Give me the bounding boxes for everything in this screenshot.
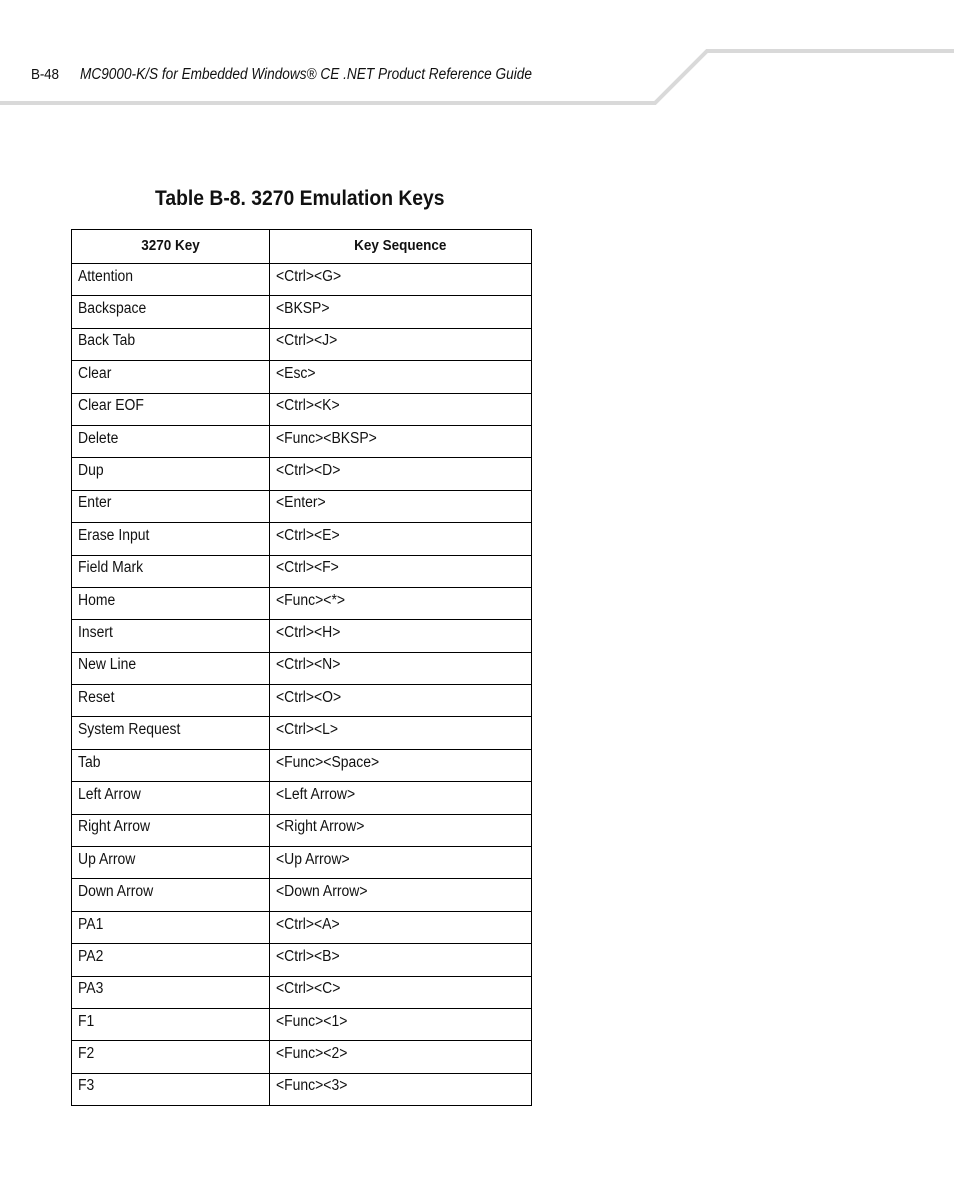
table-row bbox=[72, 587, 532, 619]
key-name-cell: Erase Input bbox=[72, 523, 270, 555]
key-sequence-cell: <Enter> bbox=[270, 490, 532, 522]
key-name-cell: Right Arrow bbox=[72, 814, 270, 846]
key-sequence-cell: <Ctrl><A> bbox=[270, 911, 532, 943]
table-row bbox=[72, 879, 532, 911]
key-name-cell: Left Arrow bbox=[72, 782, 270, 814]
table-row bbox=[72, 1041, 532, 1073]
key-name-cell: Clear bbox=[72, 361, 270, 393]
emulation-keys-table bbox=[71, 229, 532, 1106]
table-body bbox=[72, 264, 532, 1106]
running-title: MC9000-K/S for Embedded Windows® CE .NET Product Reference Guide bbox=[80, 66, 532, 83]
key-name-cell: Backspace bbox=[72, 296, 270, 328]
key-name-cell: Delete bbox=[72, 425, 270, 457]
key-name-cell: Enter bbox=[72, 490, 270, 522]
table-row bbox=[72, 652, 532, 684]
column-header-3270-key: 3270 Key bbox=[72, 230, 270, 264]
table-row bbox=[72, 911, 532, 943]
key-sequence-cell: <Down Arrow> bbox=[270, 879, 532, 911]
key-sequence-cell: <Up Arrow> bbox=[270, 847, 532, 879]
key-name-cell: New Line bbox=[72, 652, 270, 684]
key-sequence-cell: <Func><1> bbox=[270, 1008, 532, 1040]
key-sequence-cell: <Left Arrow> bbox=[270, 782, 532, 814]
table-row bbox=[72, 620, 532, 652]
page-number: B-48 bbox=[31, 66, 59, 83]
key-name-cell: PA2 bbox=[72, 944, 270, 976]
table-row bbox=[72, 328, 532, 360]
table-row bbox=[72, 944, 532, 976]
table-row bbox=[72, 685, 532, 717]
key-name-cell: F2 bbox=[72, 1041, 270, 1073]
key-sequence-cell: <Ctrl><L> bbox=[270, 717, 532, 749]
key-sequence-cell: <Func><3> bbox=[270, 1073, 532, 1105]
key-sequence-cell: <Esc> bbox=[270, 361, 532, 393]
key-name-cell: Tab bbox=[72, 749, 270, 781]
key-name-cell: Insert bbox=[72, 620, 270, 652]
key-sequence-cell: <Func><*> bbox=[270, 587, 532, 619]
key-name-cell: Field Mark bbox=[72, 555, 270, 587]
table-row bbox=[72, 847, 532, 879]
key-sequence-cell: <Func><Space> bbox=[270, 749, 532, 781]
key-sequence-cell: <Ctrl><F> bbox=[270, 555, 532, 587]
key-name-cell: System Request bbox=[72, 717, 270, 749]
key-sequence-cell: <BKSP> bbox=[270, 296, 532, 328]
key-name-cell: Down Arrow bbox=[72, 879, 270, 911]
key-name-cell: Up Arrow bbox=[72, 847, 270, 879]
table-caption: Table B-8. 3270 Emulation Keys bbox=[155, 187, 445, 210]
table-row bbox=[72, 490, 532, 522]
key-sequence-cell: <Ctrl><D> bbox=[270, 458, 532, 490]
key-sequence-cell: <Right Arrow> bbox=[270, 814, 532, 846]
table-row bbox=[72, 782, 532, 814]
key-name-cell: Reset bbox=[72, 685, 270, 717]
key-name-cell: Home bbox=[72, 587, 270, 619]
key-sequence-cell: <Ctrl><K> bbox=[270, 393, 532, 425]
table-row bbox=[72, 555, 532, 587]
table-header-row bbox=[72, 230, 532, 264]
table-row bbox=[72, 458, 532, 490]
key-name-cell: F3 bbox=[72, 1073, 270, 1105]
table-row bbox=[72, 749, 532, 781]
table-row bbox=[72, 264, 532, 296]
key-sequence-cell: <Func><2> bbox=[270, 1041, 532, 1073]
table-row bbox=[72, 976, 532, 1008]
key-name-cell: Attention bbox=[72, 264, 270, 296]
key-name-cell: PA3 bbox=[72, 976, 270, 1008]
table-row bbox=[72, 361, 532, 393]
table-row bbox=[72, 523, 532, 555]
table-row bbox=[72, 814, 532, 846]
table-row bbox=[72, 717, 532, 749]
table-row bbox=[72, 1008, 532, 1040]
key-sequence-cell: <Ctrl><O> bbox=[270, 685, 532, 717]
key-sequence-cell: <Ctrl><J> bbox=[270, 328, 532, 360]
key-sequence-cell: <Ctrl><N> bbox=[270, 652, 532, 684]
key-name-cell: Back Tab bbox=[72, 328, 270, 360]
table-row bbox=[72, 1073, 532, 1105]
key-sequence-cell: <Ctrl><H> bbox=[270, 620, 532, 652]
key-name-cell: PA1 bbox=[72, 911, 270, 943]
key-name-cell: Dup bbox=[72, 458, 270, 490]
table-row bbox=[72, 393, 532, 425]
key-sequence-cell: <Ctrl><C> bbox=[270, 976, 532, 1008]
table-row bbox=[72, 296, 532, 328]
key-name-cell: F1 bbox=[72, 1008, 270, 1040]
column-header-key-sequence: Key Sequence bbox=[270, 230, 532, 264]
key-sequence-cell: <Ctrl><B> bbox=[270, 944, 532, 976]
table-row bbox=[72, 425, 532, 457]
header-rule bbox=[0, 0, 954, 110]
key-sequence-cell: <Ctrl><E> bbox=[270, 523, 532, 555]
key-name-cell: Clear EOF bbox=[72, 393, 270, 425]
key-sequence-cell: <Ctrl><G> bbox=[270, 264, 532, 296]
key-sequence-cell: <Func><BKSP> bbox=[270, 425, 532, 457]
